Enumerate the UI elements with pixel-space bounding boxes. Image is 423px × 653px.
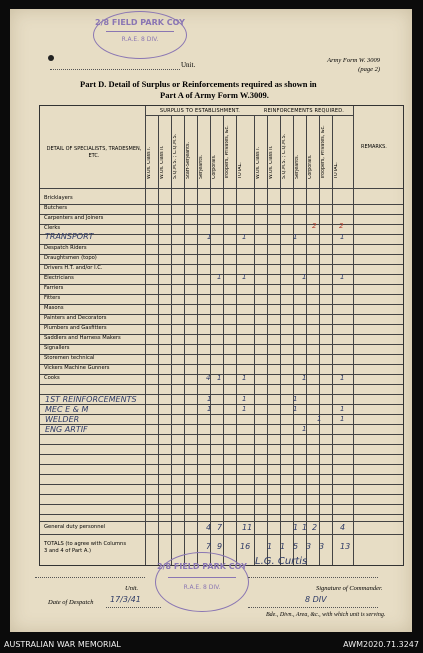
column-rule [210,115,211,565]
row-rule [40,354,403,355]
total-value: 3 [319,542,325,551]
caption-accession: AWM2020.71.3247 [343,640,419,649]
row-rule [40,234,403,235]
row-rule [40,274,403,275]
summary-rule [40,534,403,535]
stamp-line1: 2/8 FIELD PARK COY [95,18,185,27]
column-rule [236,115,237,565]
form-ref-line2: (page 2) [358,66,380,73]
column-rule [353,106,354,565]
footer-unit-label: Unit. [125,585,139,592]
hw-elec-reinf: 1 [302,273,307,281]
gdp-value: 1 [302,523,308,532]
hw-eng-tpr: 1 [302,425,307,433]
row-label: Painters and Decorators [44,315,107,321]
return-table [39,105,404,566]
column-rule [280,115,281,565]
total-value: 9 [217,542,223,551]
surplus-header: SURPLUS TO ESTABLISHMENT. [159,108,241,114]
hw-signature: L.G. Curtis [255,556,308,567]
row-label: Vickers Machine Gunners [44,365,110,371]
row-label: Cooks [44,375,60,381]
total-value: 1 [267,542,273,551]
group-divider [145,115,353,116]
column-rule [319,115,320,565]
surplus-col-header: W.Os. Class I. [147,146,152,179]
row-rule [40,224,403,225]
surplus-col-header: Staff-Serjeants. [186,141,191,179]
row-label: Despatch Riders [44,245,87,251]
form-page [10,9,412,632]
reinf-col-header: TOTAL. [334,162,339,179]
remarks-header: REMARKS. [361,144,387,150]
row-label: Butchers [44,205,68,211]
hw-elec-total: 1 [242,273,247,281]
unit-label: Unit. [181,61,196,69]
reinf-col-header: Corporals. [308,154,313,179]
row-rule [40,324,403,325]
row-label: Carpenters and Joiners [44,215,104,221]
hw-first-reinf-cpl: 1 [207,395,212,403]
row-label: Farriers [44,285,64,291]
row-label: Draughtsmen (topo) [44,255,97,261]
column-rule [197,115,198,565]
header-rule [40,188,403,189]
row-label: Drivers H.T. and/or I.C. [44,265,103,271]
gdp-value: 4 [206,523,212,532]
total-value: 1 [280,542,286,551]
signature-line [248,577,378,578]
hw-transport: TRANSPORT [45,232,94,241]
blank-row-rule [40,454,403,455]
row-rule [40,204,403,205]
stamp-bottom-line1: 2/8 FIELD PARK COY [157,562,247,571]
despatch-line [106,607,161,608]
reinf-col-header: Troopers, Privates, &c. [321,125,326,179]
row-label: Bricklayers [44,195,73,201]
column-rule [267,115,268,565]
hw-welder: WELDER [45,415,80,424]
reinforcements-header: REINFORCEMENTS REQUIRED. [263,108,345,114]
column-rule [332,115,333,565]
totals-label-2: 3 and 4 of Part A.) [44,548,91,554]
hw-div: 8 DIV [305,595,327,604]
row-label: Saddlers and Harness Makers [44,335,121,341]
caption-institution: AUSTRALIAN WAR MEMORIAL [4,640,121,649]
column-rule [171,115,172,565]
hw-mec: MEC E & M [45,405,89,414]
form-ref-line1: Army Form W. 3009 [327,57,380,64]
row-rule [40,384,403,385]
row-label: Signallers [44,345,70,351]
hw-cooks-val: 4 [206,374,211,382]
row-rule [40,284,403,285]
hw-transport-total: 1 [242,233,247,241]
surplus-col-header: Troopers, Privates, &c. [225,125,230,179]
surplus-col-header: W.Os. Class II. [160,145,165,179]
form-reference [327,56,380,74]
blank-row-rule [40,484,403,485]
row-rule [40,254,403,255]
unit-footer-line [35,577,145,578]
row-rule [40,314,403,315]
blank-row-rule [40,504,403,505]
gdp-value: 11 [242,523,253,532]
hw-mec-r-total: 1 [340,405,345,413]
reinf-col-header: W.Os. Class II. [269,145,274,179]
hw-eng-artif: ENG ARTIF [45,425,88,434]
row-rule [40,364,403,365]
blank-row-rule [40,434,403,435]
gdp-value: 7 [217,523,223,532]
surplus-col-header: Corporals. [212,154,217,179]
blank-row-rule [40,444,403,445]
blank-row-rule [40,424,403,425]
hw-clerks-reinf: 2 [312,222,317,230]
stamp-line2: R.A.E. 8 DIV. [121,36,159,43]
hw-first-reinf-total: 1 [242,395,247,403]
row-rule [40,244,403,245]
unit-field-line [50,69,180,70]
hw-elec-tpr: 1 [217,273,222,281]
row-rule [40,344,403,345]
blank-row-rule [40,514,403,515]
total-value: 7 [206,542,212,551]
blank-row-rule [40,474,403,475]
signature-label: Signature of Commander. [316,585,383,592]
hw-transport-cpl: 1 [207,233,212,241]
row-label: Electricians [44,275,74,281]
blank-row-rule [40,494,403,495]
row-rule [40,304,403,305]
totals-label-1: TOTALS (to agree with Columns [44,541,127,547]
hw-cooks-reinf-total: 1 [340,374,345,382]
hw-cooks-reinf: 1 [302,374,307,382]
hw-welder-tpr: 1 [317,415,322,423]
row-label: Masons [44,305,64,311]
bde-line [248,607,378,608]
hw-mec-cpl: 1 [207,405,212,413]
surplus-col-header: TOTAL. [238,162,243,179]
hw-transport-reinf-total: 1 [340,233,345,241]
row-rule [40,264,403,265]
column-rule [293,115,294,565]
hw-mec-total: 1 [242,405,247,413]
total-value: 3 [306,542,312,551]
hw-first-reinf-r: 1 [293,395,298,403]
stamp-bottom-line2: R.A.E. 8 DIV. [183,584,221,591]
row-label: Clerks [44,225,61,231]
row-rule [40,374,403,375]
hw-mec-r: 1 [293,405,298,413]
row-rule [40,294,403,295]
gdp-value: 2 [312,523,318,532]
row-label: Storemen technical [44,355,95,361]
despatch-label: Date of Despatch [48,599,94,606]
title-line2: Part A of Army Form W.3009. [160,90,269,100]
bde-label: Bde., Divn., Area, &c., with which unit is serving. [266,612,386,618]
row-label: Fitters [44,295,61,301]
column-rule [145,106,146,565]
hw-transport-reinf: 1 [293,233,298,241]
summary-rule [40,521,403,522]
hw-clerks-total: 2 [339,222,344,230]
gdp-value: 1 [293,523,299,532]
total-value: 13 [340,542,351,551]
column-rule [158,115,159,565]
title-line1: Part D. Detail of Surplus or Reinforcements required as shown in [80,79,317,89]
hw-welder-total: 1 [340,415,345,423]
detail-header: DETAIL OF SPECIALISTS, TRADESMEN, ETC. [46,146,142,159]
column-rule [184,115,185,565]
reinf-col-header: Serjeants. [295,154,300,179]
unit-stamp-top [93,11,187,59]
hw-elec-reinf-total: 1 [340,273,345,281]
column-rule [306,115,307,565]
hw-cooks-total: 1 [242,374,247,382]
row-rule [40,334,403,335]
surplus-col-header: Serjeants. [199,154,204,179]
general-duty-label: General duty personnel [44,524,106,530]
hw-first-reinforcements: 1ST REINFORCEMENTS [45,395,137,404]
surplus-col-header: S.Q.M.S. ; C.Q.M.S. [173,133,178,179]
blank-row-rule [40,404,403,405]
total-value: 5 [293,542,299,551]
unit-stamp-bottom [155,552,249,612]
reinf-col-header: W.Os. Class I. [256,146,261,179]
total-value: 16 [240,542,251,551]
reinf-col-header: S.Q.M.S. ; C.Q.M.S. [282,133,287,179]
hw-date: 17/3/41 [110,595,141,604]
ink-dot [48,55,54,61]
hw-cooks-tpr: 1 [217,374,222,382]
gdp-value: 4 [340,523,346,532]
row-rule [40,214,403,215]
column-rule [223,115,224,565]
blank-row-rule [40,464,403,465]
blank-row-rule [40,414,403,415]
row-label: Plumbers and Gasfitters [44,325,107,331]
column-rule [254,115,255,565]
